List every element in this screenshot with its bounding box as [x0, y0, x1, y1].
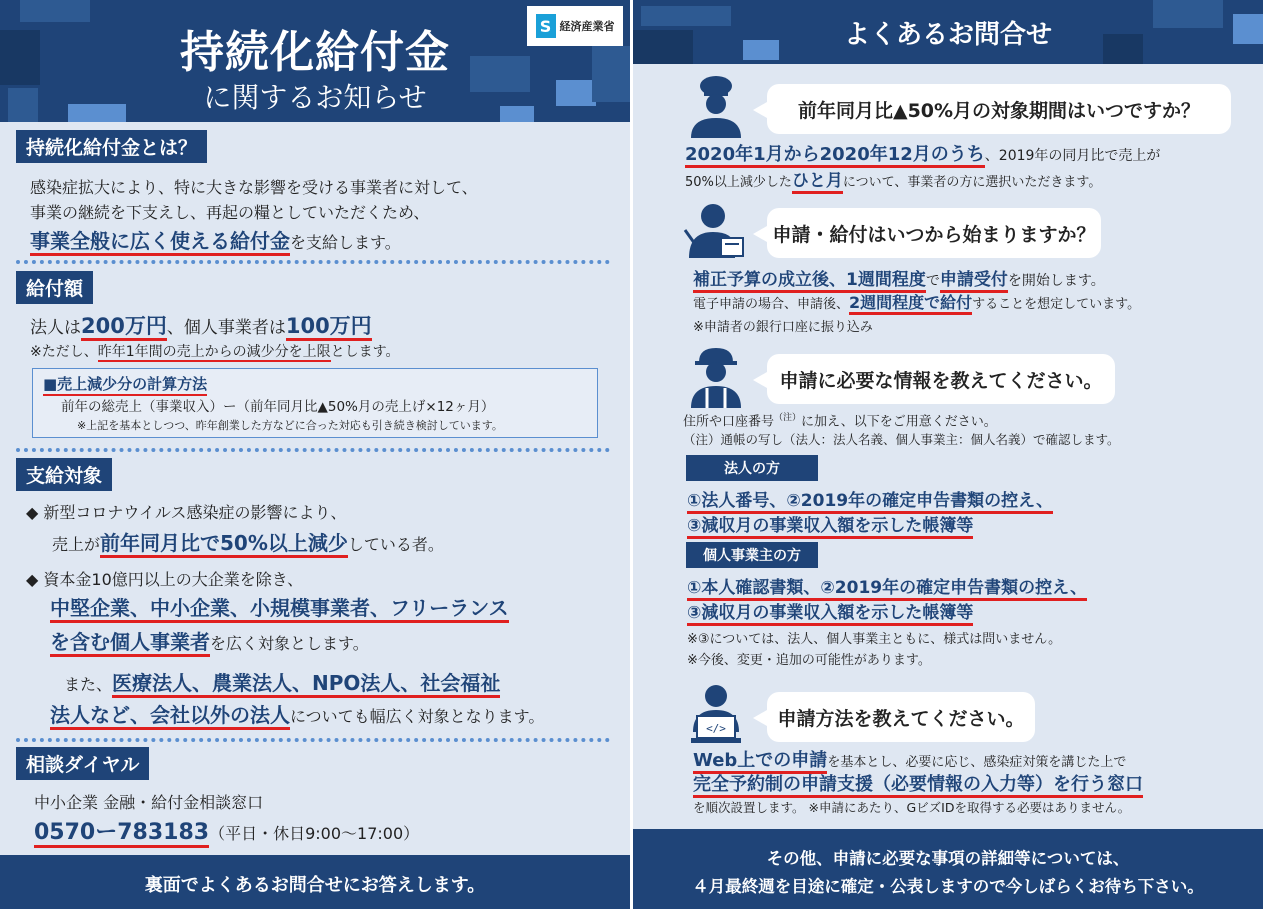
- laptop-person-icon: [683, 682, 749, 748]
- amount-corporate: 200万円: [81, 314, 167, 341]
- about-line-1: 感染症拡大により、特に大きな影響を受ける事業者に対して、: [30, 178, 478, 197]
- bullet-icon: ◆: [26, 570, 39, 589]
- answer-3-line2: （注）通帳の写し（法人：法人名義、個人事業主：個人名義）で確認します。: [683, 432, 1120, 447]
- page-subtitle: に関するお知らせ: [203, 81, 427, 114]
- amount-individual: 100万円: [286, 314, 372, 341]
- left-footer-text: 裏面でよくあるお問合せにお答えします。: [144, 875, 486, 896]
- eligibility-p1-line2: 売上が前年同月比で50%以上減少している者。: [52, 527, 444, 556]
- right-footer: [633, 829, 1263, 909]
- right-header: [633, 0, 1263, 64]
- answer-3-note-2: ※今後、変更・追加の可能性があります。: [687, 653, 931, 668]
- eligibility-p3-line2: 法人など、会社以外の法人についても幅広く対象となります。: [50, 699, 544, 728]
- calc-method-title: ■売上減少分の計算方法: [43, 373, 207, 396]
- about-highlight: 事業全般に広く使える給付金: [30, 229, 290, 256]
- right-title: よくあるお問合せ: [843, 20, 1052, 50]
- right-footer-line1: その他、申請に必要な事項の詳細等については、: [766, 849, 1130, 868]
- corp-req-line2: ③減収月の事業収入額を示した帳簿等: [687, 511, 973, 536]
- answer-2-line2: 電子申請の場合、申請後、2週間程度で給付することを想定しています。: [693, 290, 1140, 313]
- answer-3-note-1: ※③については、法人、個人事業主ともに、様式は問いません。: [687, 632, 1062, 647]
- meti-logo: [527, 6, 623, 46]
- eligibility-p2-line3: を含む個人事業者を広く対象とします。: [50, 626, 369, 655]
- answer-4-line3: を順次設置します。 ※申請にあたり、GビズIDを取得する必要はありません。: [693, 800, 1131, 815]
- left-panel: [0, 0, 630, 909]
- label-sole-proprietor: 個人事業主の方: [686, 542, 818, 568]
- eligibility-p1-line1: ◆ 新型コロナウイルス感染症の影響により、: [26, 503, 347, 522]
- presenter-person-icon: [683, 200, 749, 266]
- page-title: 持続化給付金: [180, 27, 450, 78]
- answer-3-line1: 住所や口座番号$^{(注)}$に加え、以下をご用意ください。: [683, 413, 997, 430]
- question-bubble-1: 前年同月比▲50%月の対象期間はいつですか？: [767, 84, 1231, 134]
- left-footer: [0, 855, 630, 909]
- section-label-hotline: 相談ダイヤル: [16, 747, 149, 780]
- hotline-line: [34, 815, 419, 846]
- right-footer-line2: ４月最終週を目途に確定・公表しますので今しばらくお待ち下さい。: [692, 877, 1204, 896]
- question-bubble-4: 申請方法を教えてください。: [767, 692, 1035, 742]
- calc-note: ※上記を基本としつつ、昨年創業した方などに合った対応も引き続き検討しています。: [77, 419, 503, 432]
- question-bubble-3: 申請に必要な情報を教えてください。: [767, 354, 1115, 404]
- eligibility-p2-line2: 中堅企業、中小企業、小規模事業者、フリーランス: [50, 592, 509, 621]
- ind-req-line2: ③減収月の事業収入額を示した帳簿等: [687, 598, 973, 623]
- divider-dotted: [16, 260, 610, 264]
- section-label-eligibility: 支給対象: [16, 458, 112, 491]
- amount-line: 法人は200万円、個人事業者は100万円: [30, 310, 372, 340]
- calc-formula: 前年の総売上（事業収入）ー（前年同月比▲50%月の売上げ×12ヶ月）: [61, 399, 495, 415]
- answer-1-line2: 50%以上減少したひと月について、事業者の方に選択いただきます。: [685, 166, 1101, 191]
- answer-2-line1: 補正予算の成立後、1週間程度で申請受付を開始します。: [693, 265, 1105, 290]
- svg-text:</>: </>: [706, 722, 726, 735]
- ind-req-line1: ①本人確認書類、②2019年の確定申告書類の控え、: [687, 573, 1087, 598]
- logo-text: 経済産業省: [559, 20, 615, 33]
- divider-dotted: [16, 448, 610, 452]
- bullet-icon: ◆: [26, 503, 39, 522]
- section-label-about: 持続化給付金とは？: [16, 130, 207, 163]
- eligibility-p3-line1: また、医療法人、農業法人、NPO法人、社会福祉: [64, 667, 500, 696]
- hotline-name: 中小企業 金融・給付金相談窓口: [34, 793, 264, 812]
- eligibility-p2-line1: ◆ 資本金10億円以上の大企業を除き、: [26, 570, 304, 589]
- meti-logo-icon: S: [536, 14, 556, 38]
- left-header: [0, 0, 630, 122]
- answer-1-line1: 2020年1月から2020年12月のうち、2019年の同月比で売上が: [685, 140, 1160, 166]
- hotline-hours: （平日・休日9:00～17:00）: [209, 824, 420, 843]
- hotline-phone[interactable]: 0570ー783183: [34, 820, 209, 848]
- right-panel: [633, 0, 1263, 909]
- answer-2-line3: ※申請者の銀行口座に振り込み: [693, 320, 873, 335]
- section-label-amount: 給付額: [16, 271, 93, 304]
- calc-method-box: [32, 368, 598, 438]
- chef-person-icon: [683, 72, 749, 138]
- question-bubble-2: 申請・給付はいつから始まりますか？: [767, 208, 1101, 258]
- about-line-3: 事業全般に広く使える給付金を支給します。: [30, 225, 401, 254]
- about-line-2: 事業の継続を下支えし、再起の糧としていただくため、: [30, 203, 430, 222]
- answer-4-line1: Web上での申請を基本とし、必要に応じ、感染症対策を講じた上で: [693, 746, 1126, 772]
- label-corporation: 法人の方: [686, 455, 818, 481]
- worker-person-icon: [683, 344, 749, 410]
- amount-note: ※ただし、昨年1年間の売上からの減少分を上限とします。: [30, 344, 400, 360]
- answer-4-line2: 完全予約制の申請支援（必要情報の入力等）を行う窓口: [693, 770, 1143, 796]
- corp-req-line1: ①法人番号、②2019年の確定申告書類の控え、: [687, 486, 1053, 511]
- divider-dotted: [16, 738, 610, 742]
